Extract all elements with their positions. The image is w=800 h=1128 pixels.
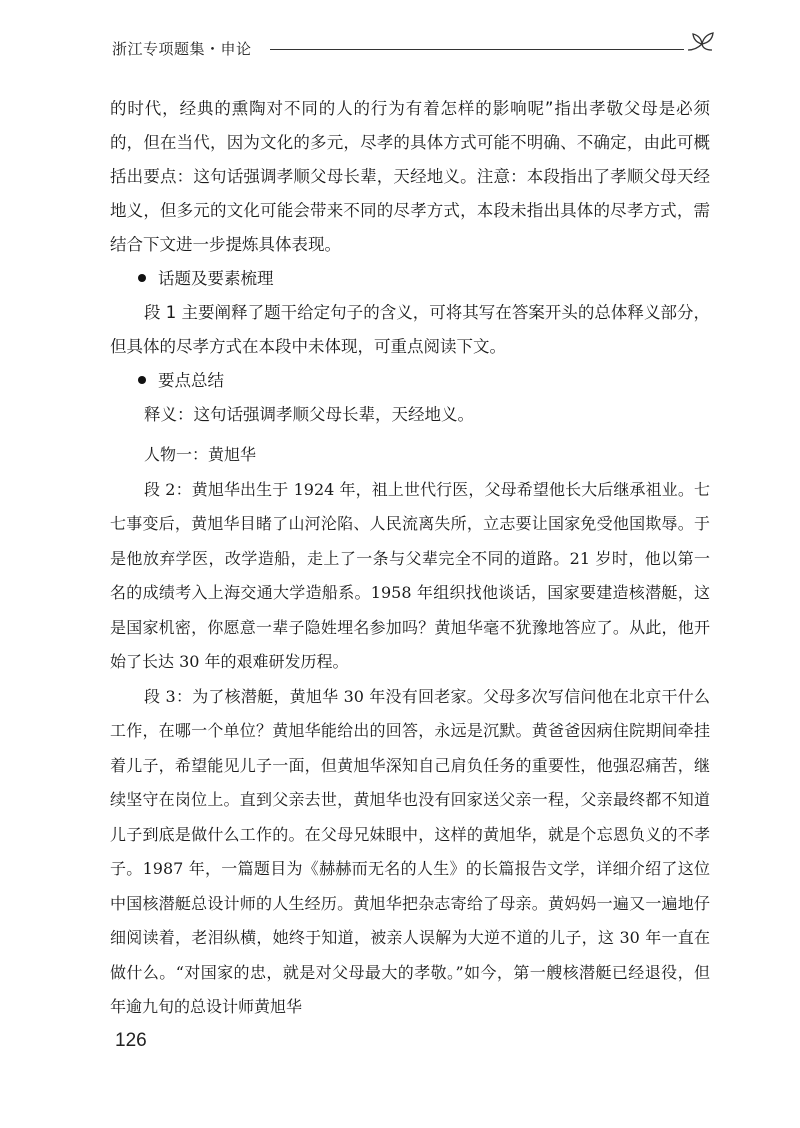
section-heading-text: 话题及要素梳理 xyxy=(158,269,274,288)
page-number: 126 xyxy=(115,1030,147,1051)
section-heading-topics xyxy=(110,262,710,296)
section-heading-text: 要点总结 xyxy=(158,371,224,390)
section-heading-summary xyxy=(110,364,710,398)
header-title: 浙江专项题集・申论 xyxy=(112,40,252,58)
bullet-dot xyxy=(138,274,146,282)
sprout-icon xyxy=(682,28,722,62)
page-content xyxy=(110,92,710,1025)
person-heading: 人物一：黄旭华 xyxy=(144,445,257,464)
paragraph-2: 段 2：黄旭华出生于 1924 年，祖上世代行医，父母希望他长大后继承祖业。七七事变后，黄旭华目睹了山河沦陷、人民流离失所，立志要让国家免受他国欺辱。于是他放弃学医，改学造船，走上了一条与父辈完全不同的道路。21 岁时，他以第一名的成绩考入上海交通大学造船系。1958 年组织找他谈话，国家要建造核潜艇，这是国家机密，你愿意一辈子隐姓埋名参加吗？黄旭华毫不犹豫地答应了。从此，他开始了长达 30 年的艰难研发历程。 xyxy=(110,479,710,671)
page-header xyxy=(112,28,722,62)
paragraph-3: 段 3：为了核潜艇，黄旭华 30 年没有回老家。父母多次写信问他在北京干什么工作，在哪一个单位？黄旭华能给出的回答，永远是沉默。黄爸爸因病住院期间牵挂着儿子，希望能见儿子一面，但黄旭华深知自己肩负任务的重要性，他强忍痛苦，继续坚守在岗位上。直到父亲去世，黄旭华也没有回家送父亲一程，父亲最终都不知道儿子到底是做什么工作的。在父母兄妹眼中，这样的黄旭华，就是个忘恩负义的不孝子。1987 年，一篇题目为《赫赫而无名的人生》的长篇报告文学，详细介绍了这位中国核潜艇总设计师的人生经历。黄旭华把杂志寄给了母亲。黄妈妈一遍又一遍地仔细阅读着，老泪纵横，她终于知道，被亲人误解为大逆不道的儿子，这 30 年一直在做什么。“对国家的忠，就是对父母最大的孝敬。”如今，第一艘核潜艇已经退役，但年逾九旬的总设计师黄旭华 xyxy=(110,686,710,1016)
header-rule xyxy=(270,49,684,50)
intro-paragraph: 的时代，经典的熏陶对不同的人的行为有着怎样的影响呢”指出孝敬父母是必须的，但在当代，因为文化的多元，尽孝的具体方式可能不明确、不确定，由此可概括出要点：这句话强调孝顺父母长辈，天经地义。注意：本段指出了孝顺父母天经地义，但多元的文化可能会带来不同的尽孝方式，本段未指出具体的尽孝方式，需结合下文进一步提炼具体表现。 xyxy=(110,99,710,254)
section-body-summary: 释义：这句话强调孝顺父母长辈，天经地义。 xyxy=(144,405,474,424)
bullet-dot xyxy=(138,376,146,384)
section-body-topics: 段 1 主要阐释了题干给定句子的含义，可将其写在答案开头的总体释义部分，但具体的尽孝方式在本段中未体现，可重点阅读下文。 xyxy=(110,303,710,356)
